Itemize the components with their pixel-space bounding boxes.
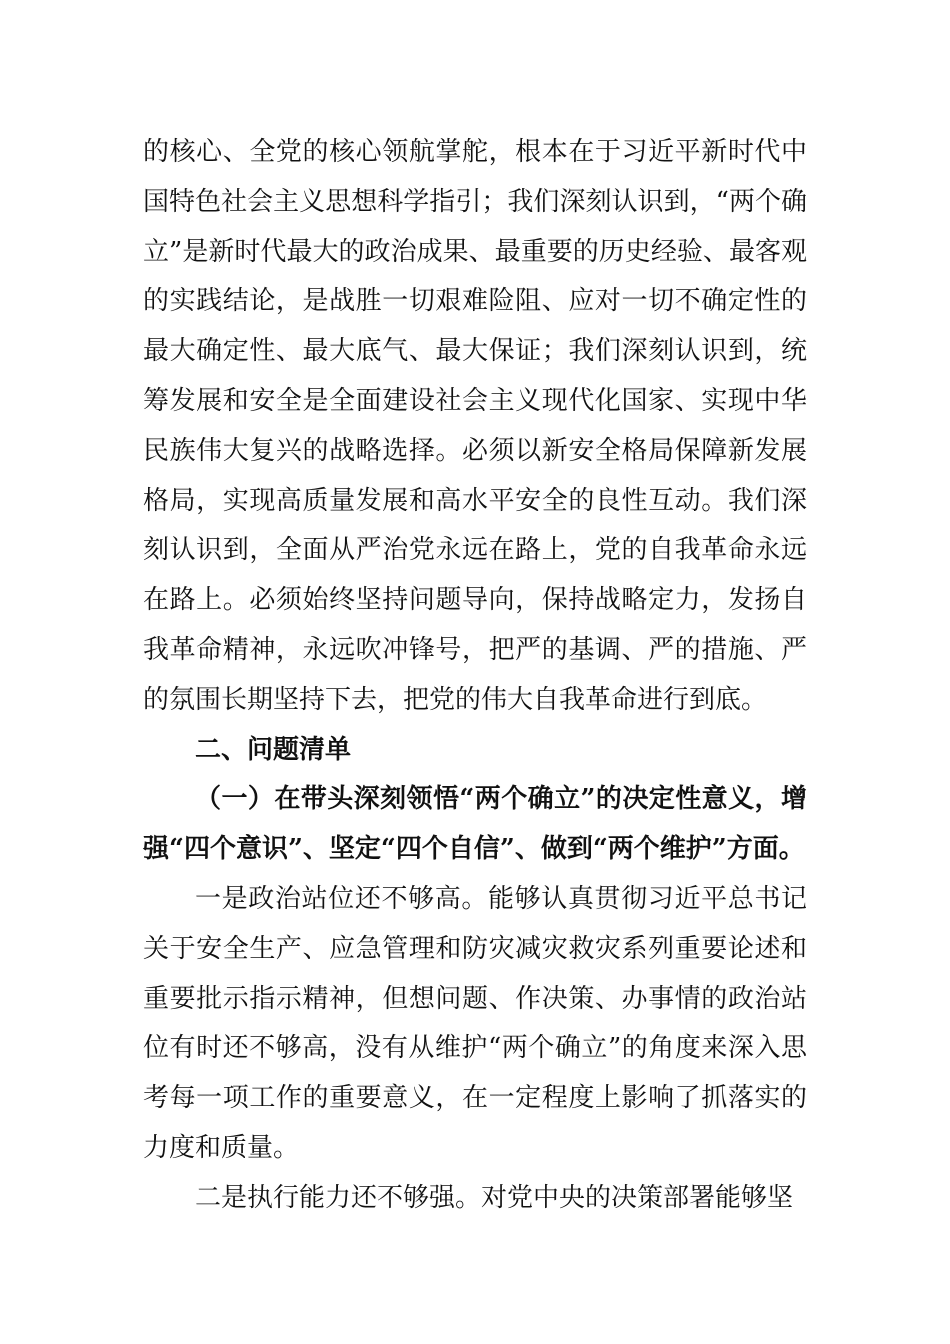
document-body	[143, 128, 807, 1224]
paragraph-point-two: 二是执行能力还不够强。对党中央的决策部署能够坚	[195, 1182, 794, 1213]
paragraph-point-one: 一是政治站位还不够高。能够认真贯彻习近平总书记关于安全生产、应急管理和防灾减灾救灾系列重要论述和重要批示指示精神，但想问题、作决策、办事情的政治站位有时还不够高，没有从维护“两个确立”的角度来深入思考每一项工作的重要意义，在一定程度上影响了抓落实的力度和质量。	[143, 883, 807, 1163]
section-heading: 二、问题清单	[195, 734, 352, 765]
paragraph-continuation: 的核心、全党的核心领航掌舵，根本在于习近平新时代中国特色社会主义思想科学指引；我们深刻认识到，“两个确立”是新时代最大的政治成果、最重要的历史经验、最客观的实践结论，是战胜一切艰难险阻、应对一切不确定性的最大确定性、最大底气、最大保证；我们深刻认识到，统筹发展和安全是全面建设社会主义现代化国家、实现中华民族伟大复兴的战略选择。必须以新安全格局保障新发展格局，实现高质量发展和高水平安全的良性互动。我们深刻认识到，全面从严治党永远在路上，党的自我革命永远在路上。必须始终坚持问题导向，保持战略定力，发扬自我革命精神，永远吹冲锋号，把严的基调、严的措施、严的氛围长期坚持下去，把党的伟大自我革命进行到底。	[143, 137, 807, 715]
subsection-heading: （一）在带头深刻领悟“两个确立”的决定性意义，增强“四个意识”、坚定“四个自信”、做到“两个维护”方面。	[143, 784, 807, 865]
